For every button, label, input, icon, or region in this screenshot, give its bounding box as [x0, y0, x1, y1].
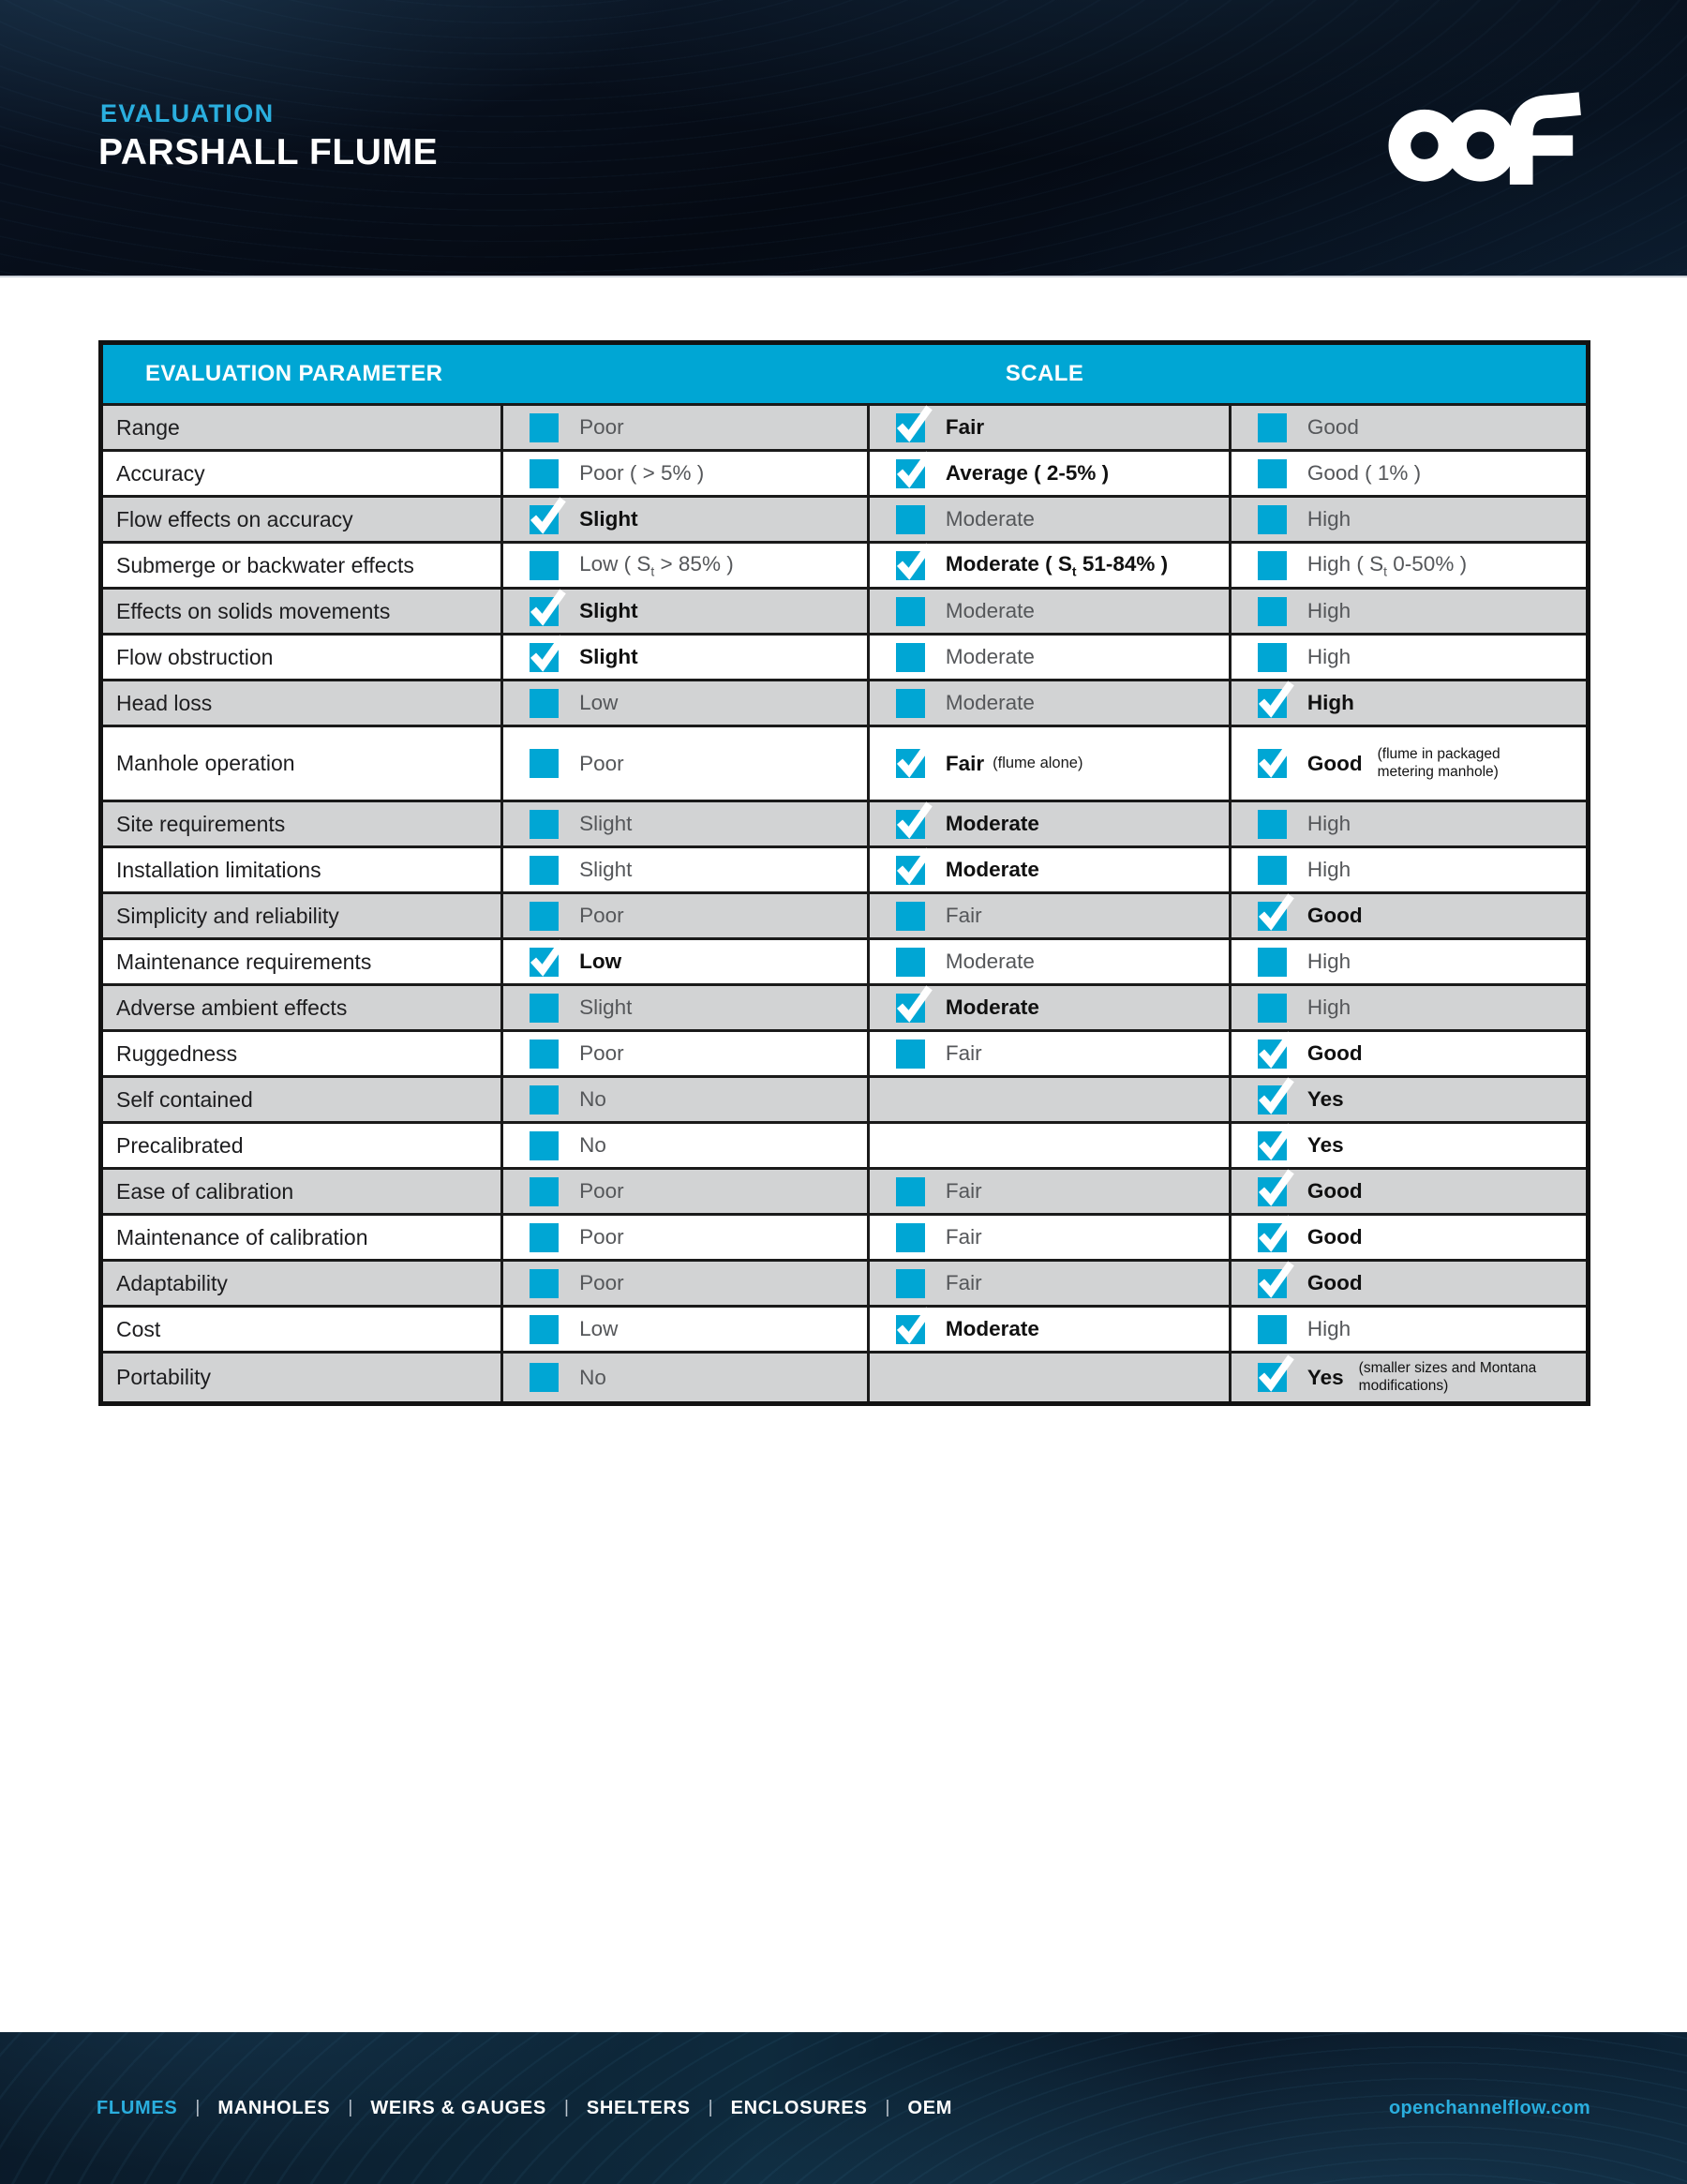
scale-label: Yes — [1306, 1087, 1344, 1111]
scale-cell — [870, 1354, 1232, 1401]
checkbox-icon — [1258, 810, 1287, 839]
scale-label: Moderate — [945, 1317, 1039, 1340]
scale-cell — [503, 636, 870, 679]
checkbox-checked-icon — [1258, 1085, 1287, 1114]
table-row — [103, 937, 1586, 983]
scale-label: High ( $S_t$ 0-50% ) — [1306, 551, 1468, 579]
parameter-label: Adaptability — [103, 1262, 503, 1305]
scale-label: Moderate — [945, 858, 1039, 881]
scale-cell — [1232, 1124, 1586, 1167]
scale-label: Good — [1306, 904, 1363, 927]
parameter-label: Range — [103, 406, 503, 449]
scale-label: Poor — [579, 1225, 624, 1249]
parameter-label: Flow obstruction — [103, 636, 503, 679]
scale-cell — [1232, 498, 1586, 541]
scale-label: Fair — [945, 1225, 982, 1249]
scale-label: Slight — [579, 812, 633, 835]
scale-cell — [1232, 848, 1586, 891]
scale-cell — [1232, 727, 1586, 800]
checkbox-icon — [530, 1085, 559, 1114]
scale-cell — [503, 1124, 870, 1167]
scale-label: No — [579, 1087, 606, 1111]
checkbox-checked-icon — [896, 413, 925, 442]
scale-cell — [1232, 1216, 1586, 1259]
checkbox-checked-icon — [1258, 689, 1287, 718]
scale-cell — [1232, 986, 1586, 1029]
scale-cell — [503, 1078, 870, 1121]
scale-label: Moderate — [945, 812, 1039, 835]
scale-cell — [870, 1262, 1232, 1305]
checkbox-checked-icon — [896, 856, 925, 885]
scale-cell — [1232, 894, 1586, 937]
scale-label: Moderate — [945, 995, 1039, 1019]
checkbox-icon — [896, 1040, 925, 1069]
checkbox-icon — [530, 1363, 559, 1392]
checkbox-icon — [896, 643, 925, 672]
parameter-label: Effects on solids movements — [103, 590, 503, 633]
parameter-label: Adverse ambient effects — [103, 986, 503, 1029]
table-row — [103, 845, 1586, 891]
column-header-parameter: EVALUATION PARAMETER — [145, 361, 443, 386]
scale-cell — [503, 1032, 870, 1075]
scale-label: Slight — [579, 995, 633, 1019]
parameter-label: Manhole operation — [103, 727, 503, 800]
checkbox-icon — [530, 1269, 559, 1298]
scale-label: Good — [1306, 751, 1363, 775]
checkbox-checked-icon — [530, 505, 559, 534]
scale-label: Good ( 1% ) — [1306, 461, 1422, 485]
table-row — [103, 587, 1586, 633]
scale-cell — [870, 1032, 1232, 1075]
parameter-label: Self contained — [103, 1078, 503, 1121]
checkbox-icon — [530, 1315, 559, 1344]
table-row — [103, 541, 1586, 587]
footer-nav-item-enclosures[interactable]: ENCLOSURES — [730, 2097, 868, 2118]
page-title: PARSHALL FLUME — [98, 132, 439, 172]
parameter-label: Ease of calibration — [103, 1170, 503, 1213]
scale-label: Yes — [1306, 1365, 1344, 1389]
evaluation-table — [98, 340, 1590, 1406]
scale-label: Poor — [579, 751, 624, 775]
checkbox-checked-icon — [896, 1315, 925, 1344]
checkbox-icon — [1258, 505, 1287, 534]
scale-cell — [1232, 802, 1586, 845]
scale-cell — [1232, 590, 1586, 633]
checkbox-checked-icon — [1258, 902, 1287, 931]
table-row — [103, 633, 1586, 679]
scale-label: Fair — [945, 1271, 982, 1294]
scale-label: Poor — [579, 415, 624, 439]
scale-cell — [870, 1124, 1232, 1167]
scale-cell — [1232, 1262, 1586, 1305]
checkbox-checked-icon — [530, 948, 559, 977]
footer-nav-item-oem[interactable]: OEM — [907, 2097, 953, 2118]
checkbox-icon — [1258, 551, 1287, 580]
checkbox-checked-icon — [1258, 749, 1287, 778]
table-row — [103, 449, 1586, 495]
parameter-label: Precalibrated — [103, 1124, 503, 1167]
footer-separator: | — [195, 2098, 201, 2117]
scale-label: Yes — [1306, 1133, 1344, 1157]
checkbox-icon — [1258, 856, 1287, 885]
checkbox-icon — [896, 902, 925, 931]
parameter-label: Installation limitations — [103, 848, 503, 891]
scale-label: Poor — [579, 1041, 624, 1065]
scale-label: Slight — [579, 507, 638, 531]
table-row — [103, 1121, 1586, 1167]
scale-cell — [1232, 1354, 1586, 1401]
table-row — [103, 800, 1586, 845]
scale-cell — [503, 498, 870, 541]
scale-cell — [1232, 1078, 1586, 1121]
parameter-label: Ruggedness — [103, 1032, 503, 1075]
table-row — [103, 1213, 1586, 1259]
scale-label: Poor ( > 5% ) — [579, 461, 705, 485]
parameter-label: Simplicity and reliability — [103, 894, 503, 937]
checkbox-checked-icon — [896, 749, 925, 778]
scale-label: High — [1306, 858, 1351, 881]
checkbox-icon — [530, 1223, 559, 1252]
scale-cell — [503, 452, 870, 495]
website-link[interactable]: openchannelflow.com — [1389, 2097, 1590, 2118]
scale-cell — [870, 848, 1232, 891]
checkbox-icon — [1258, 643, 1287, 672]
footer-nav-item-manholes[interactable]: MANHOLES — [217, 2097, 331, 2118]
checkbox-icon — [530, 856, 559, 885]
scale-label: High — [1306, 645, 1351, 668]
checkbox-checked-icon — [1258, 1177, 1287, 1206]
scale-label: Fair — [945, 1041, 982, 1065]
footer-nav — [97, 2098, 952, 2119]
page-footer — [0, 2032, 1687, 2184]
scale-label: Moderate ( $S_t$ 51-84% ) — [945, 551, 1169, 579]
table-row — [103, 891, 1586, 937]
scale-label: Good — [1306, 1041, 1363, 1065]
scale-cell — [1232, 1170, 1586, 1213]
checkbox-icon — [530, 810, 559, 839]
checkbox-icon — [1258, 459, 1287, 488]
scale-cell — [870, 544, 1232, 587]
scale-cell — [503, 406, 870, 449]
page-header — [0, 0, 1687, 277]
scale-cell — [870, 802, 1232, 845]
scale-cell — [1232, 452, 1586, 495]
scale-cell — [1232, 681, 1586, 725]
scale-cell — [503, 1308, 870, 1351]
table-row — [103, 1029, 1586, 1075]
scale-cell — [870, 986, 1232, 1029]
scale-note: (flume in packaged metering manhole) — [1377, 746, 1500, 780]
scale-cell — [870, 452, 1232, 495]
scale-label: Low — [579, 691, 619, 714]
checkbox-checked-icon — [1258, 1269, 1287, 1298]
scale-label: Fair — [945, 1179, 982, 1203]
scale-label: Slight — [579, 645, 638, 668]
scale-label: No — [579, 1133, 606, 1157]
eyebrow-label: EVALUATION — [100, 99, 275, 127]
ocf-logo — [1389, 88, 1593, 193]
checkbox-icon — [1258, 1315, 1287, 1344]
scale-label: Moderate — [945, 950, 1035, 973]
scale-label: Low — [579, 1317, 619, 1340]
checkbox-icon — [530, 1131, 559, 1160]
scale-cell — [870, 590, 1232, 633]
checkbox-icon — [1258, 994, 1287, 1023]
scale-label: High — [1306, 507, 1351, 531]
scale-cell — [503, 681, 870, 725]
checkbox-icon — [896, 505, 925, 534]
scale-label: No — [579, 1365, 606, 1389]
checkbox-icon — [530, 1040, 559, 1069]
scale-cell — [503, 727, 870, 800]
scale-cell — [870, 1170, 1232, 1213]
table-row — [103, 983, 1586, 1029]
table-row — [103, 1351, 1586, 1401]
checkbox-icon — [530, 749, 559, 778]
table-row — [103, 1167, 1586, 1213]
scale-cell — [503, 1216, 870, 1259]
checkbox-icon — [530, 459, 559, 488]
checkbox-checked-icon — [530, 643, 559, 672]
parameter-label: Maintenance of calibration — [103, 1216, 503, 1259]
scale-label: High — [1306, 1317, 1351, 1340]
scale-label: Poor — [579, 1271, 624, 1294]
table-body — [103, 403, 1586, 1401]
scale-cell — [503, 986, 870, 1029]
checkbox-icon — [896, 1269, 925, 1298]
scale-label: Fair — [945, 904, 982, 927]
scale-label: Low ( $S_t > 85\%$ ) — [579, 551, 734, 579]
scale-label: Average ( 2-5% ) — [945, 461, 1110, 485]
scale-label: High — [1306, 691, 1354, 714]
scale-cell — [503, 940, 870, 983]
scale-note: (flume alone) — [993, 755, 1083, 771]
checkbox-icon — [1258, 597, 1287, 626]
table-row — [103, 1075, 1586, 1121]
scale-cell — [870, 636, 1232, 679]
scale-cell — [870, 498, 1232, 541]
scale-label: High — [1306, 812, 1351, 835]
footer-nav-item-flumes[interactable]: FLUMES — [97, 2097, 178, 2118]
parameter-label: Cost — [103, 1308, 503, 1351]
scale-label: Slight — [579, 599, 638, 622]
scale-label: Slight — [579, 858, 633, 881]
scale-cell — [503, 1262, 870, 1305]
checkbox-checked-icon — [896, 459, 925, 488]
checkbox-checked-icon — [1258, 1040, 1287, 1069]
scale-label: High — [1306, 599, 1351, 622]
scale-cell — [503, 1170, 870, 1213]
footer-nav-item-weirs-gauges[interactable]: WEIRS & GAUGES — [370, 2097, 546, 2118]
footer-separator: | — [708, 2098, 713, 2117]
checkbox-checked-icon — [1258, 1131, 1287, 1160]
scale-cell — [1232, 1032, 1586, 1075]
scale-cell — [1232, 636, 1586, 679]
scale-cell — [1232, 940, 1586, 983]
scale-cell — [870, 406, 1232, 449]
scale-note: (smaller sizes and Montana modifications) — [1358, 1360, 1537, 1394]
checkbox-icon — [1258, 413, 1287, 442]
scale-cell — [503, 544, 870, 587]
table-row — [103, 403, 1586, 449]
checkbox-icon — [896, 1223, 925, 1252]
scale-label: Good — [1306, 1271, 1363, 1294]
scale-label: Poor — [579, 1179, 624, 1203]
scale-label: Good — [1306, 1225, 1363, 1249]
scale-label: Fair — [945, 751, 985, 775]
scale-cell — [1232, 544, 1586, 587]
checkbox-icon — [896, 948, 925, 977]
checkbox-icon — [530, 902, 559, 931]
checkbox-checked-icon — [1258, 1223, 1287, 1252]
checkbox-checked-icon — [1258, 1363, 1287, 1392]
table-row — [103, 1305, 1586, 1351]
scale-label: High — [1306, 950, 1351, 973]
checkbox-checked-icon — [896, 994, 925, 1023]
scale-cell — [503, 590, 870, 633]
scale-label: Moderate — [945, 507, 1035, 531]
scale-label: Good — [1306, 415, 1359, 439]
checkbox-checked-icon — [530, 597, 559, 626]
table-row — [103, 725, 1586, 800]
scale-label: Fair — [945, 415, 985, 439]
scale-cell — [503, 894, 870, 937]
table-row — [103, 679, 1586, 725]
footer-separator: | — [563, 2098, 569, 2117]
checkbox-icon — [530, 551, 559, 580]
scale-cell — [503, 1354, 870, 1401]
checkbox-icon — [530, 1177, 559, 1206]
checkbox-icon — [1258, 948, 1287, 977]
table-row — [103, 1259, 1586, 1305]
scale-cell — [870, 1216, 1232, 1259]
scale-label: Moderate — [945, 599, 1035, 622]
column-header-scale: SCALE — [1005, 361, 1084, 386]
checkbox-icon — [530, 413, 559, 442]
checkbox-icon — [530, 994, 559, 1023]
scale-cell — [870, 894, 1232, 937]
scale-cell — [1232, 406, 1586, 449]
footer-nav-item-shelters[interactable]: SHELTERS — [586, 2097, 691, 2118]
scale-cell — [503, 848, 870, 891]
parameter-label: Flow effects on accuracy — [103, 498, 503, 541]
footer-separator: | — [348, 2098, 353, 2117]
scale-label: Moderate — [945, 691, 1035, 714]
checkbox-icon — [530, 689, 559, 718]
scale-cell — [870, 1078, 1232, 1121]
parameter-label: Maintenance requirements — [103, 940, 503, 983]
scale-label: High — [1306, 995, 1351, 1019]
checkbox-checked-icon — [896, 810, 925, 839]
scale-label: Low — [579, 950, 622, 973]
scale-cell — [870, 681, 1232, 725]
scale-cell — [503, 802, 870, 845]
scale-cell — [870, 940, 1232, 983]
parameter-label: Submerge or backwater effects — [103, 544, 503, 587]
scale-label: Moderate — [945, 645, 1035, 668]
scale-cell — [870, 1308, 1232, 1351]
table-header-row — [103, 345, 1586, 403]
parameter-label: Head loss — [103, 681, 503, 725]
checkbox-icon — [896, 1177, 925, 1206]
scale-cell — [1232, 1308, 1586, 1351]
scale-cell — [870, 727, 1232, 800]
scale-label: Poor — [579, 904, 624, 927]
parameter-label: Site requirements — [103, 802, 503, 845]
table-row — [103, 495, 1586, 541]
checkbox-icon — [896, 597, 925, 626]
footer-separator: | — [885, 2098, 890, 2117]
checkbox-checked-icon — [896, 551, 925, 580]
checkbox-icon — [896, 689, 925, 718]
parameter-label: Accuracy — [103, 452, 503, 495]
parameter-label: Portability — [103, 1354, 503, 1401]
scale-label: Good — [1306, 1179, 1363, 1203]
